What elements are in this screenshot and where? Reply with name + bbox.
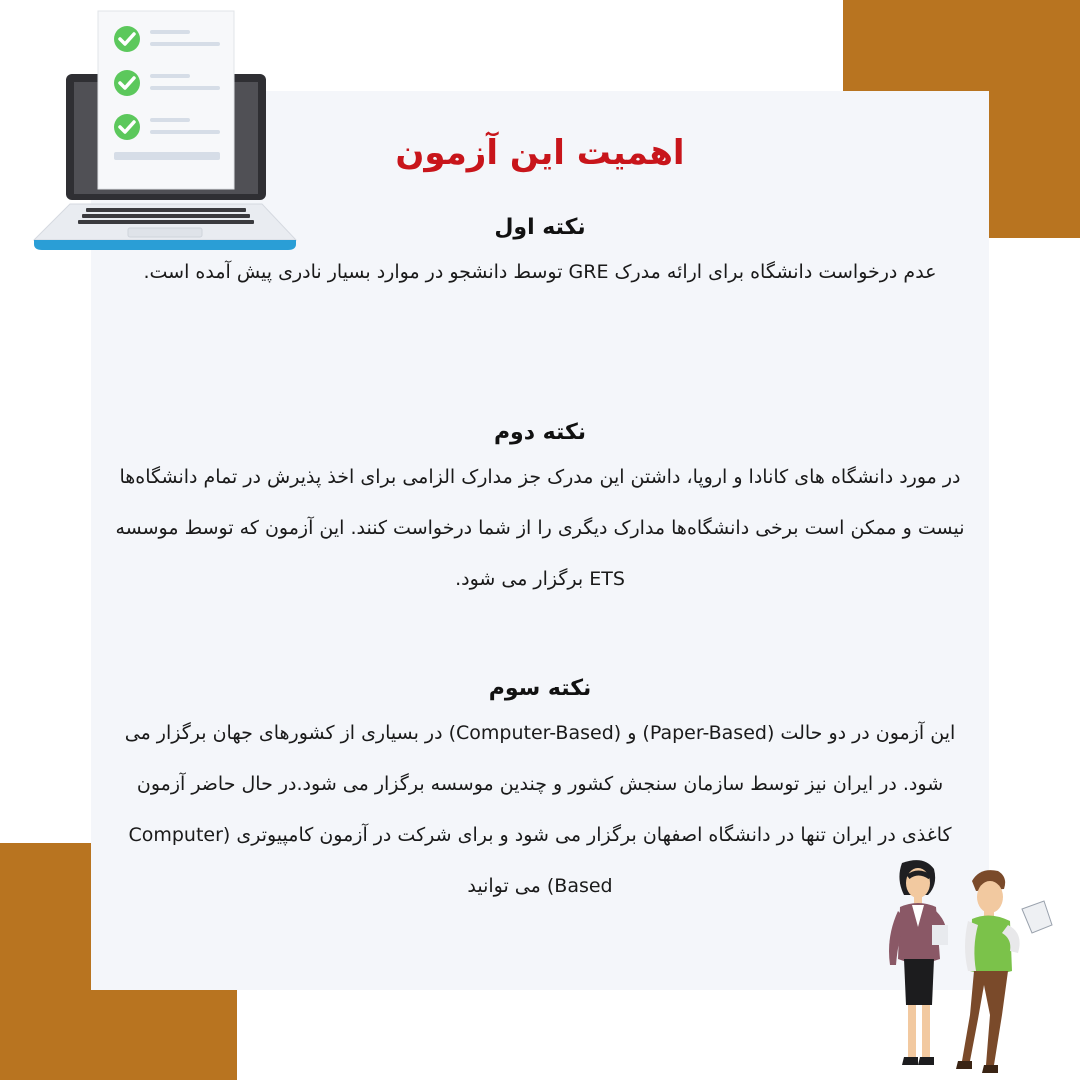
section-heading: نکته سوم bbox=[488, 676, 592, 701]
section-3 bbox=[111, 674, 969, 912]
page-title: اهمیت این آزمون bbox=[395, 133, 685, 173]
section-heading: نکته اول bbox=[494, 215, 586, 240]
section-2 bbox=[111, 418, 969, 605]
businesspeople-icon bbox=[872, 855, 1072, 1080]
section-body: این آزمون در دو حالت (Paper-Based) و (Computer-Based) در بسیاری از کشورهای جهان برگزار می شود. در ایران نیز توسط سازمان سنجش کشور و چندین موسسه برگزار می شود.در حال حاضر آزمون کاغذی در ایران تنها در دانشگاه اصفهان برگزار می شود و برای شرکت در آزمون کامپیوتری (Computer Based) می توانید bbox=[124, 722, 956, 897]
section-heading: نکته دوم bbox=[493, 420, 587, 445]
section-body: در مورد دانشگاه های کانادا و اروپا، داشتن این مدرک جز مدارک الزامی برای اخذ پذیرش در تمام دانشگاه‌ها نیست و ممکن است برخی دانشگاه‌ها مدارک دیگری را از شما درخواست کنند. این آزمون که توسط موسسه ETS برگزار می شود. bbox=[115, 466, 965, 590]
laptop-checklist-icon bbox=[30, 8, 300, 254]
section-body: عدم درخواست دانشگاه برای ارائه مدرک GRE توسط دانشجو در موارد بسیار نادری پیش آمده است. bbox=[143, 261, 937, 283]
